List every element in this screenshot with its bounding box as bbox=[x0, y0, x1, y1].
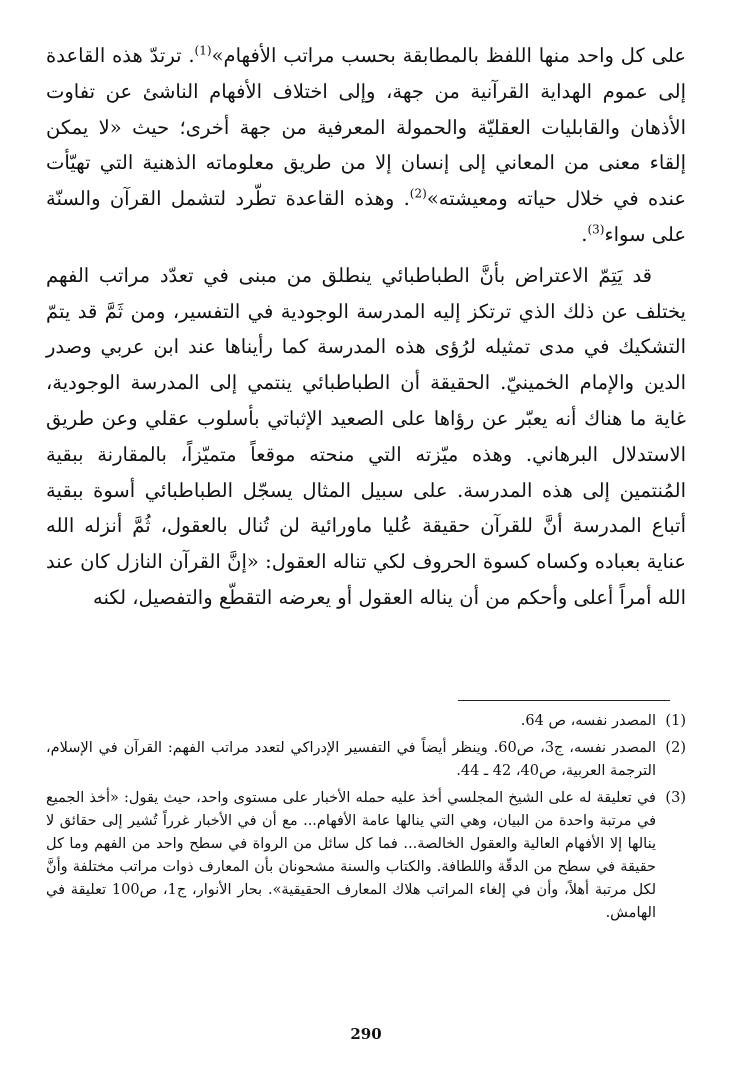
footnote-1 bbox=[46, 710, 686, 733]
footnote-number: (3) bbox=[665, 790, 686, 806]
paragraph-1 bbox=[46, 38, 686, 253]
footnote-text: المصدر نفسه، ص 64. bbox=[520, 713, 656, 729]
footnote-separator bbox=[458, 700, 670, 701]
footnote-ref-3[interactable]: (3) bbox=[587, 222, 605, 237]
footnote-text: المصدر نفسه، ج3، ص60. وينظر أيضاً في التفسير الإدراكي لتعدد مراتب الفهم: القرآن في الإسلام، الترجمة العربية، ص40، 42 ـ 44. bbox=[46, 740, 656, 779]
footnote-text: في تعليقة له على الشيخ المجلسي أخذ عليه حمله الأخبار على مستوى واحد، حيث يقول: «أخذ الجميع في مرتبة واحدة من البيان، وهي التي ينالها عامة الأفهام... مع أن في الأخبار غرراً تُشير إلى حقائق لا ينالها إلا الأفهام العالية والعقول الخالصة... فما كل سائل من الرواة في سطح واحد من الفهم وما كل حقيقة في سطح من الدقّة واللطافة. والكتاب والسنة مشحونان بأن المعارف ذوات مراتب مختلفة وأنَّ لكل مرتبة أهلاً، وأن في إلغاء المراتب هلاك المعارف الحقيقية». بحار الأنوار، ج1، ص100 تعليقة في الهامش. bbox=[46, 790, 656, 921]
footnote-ref-1[interactable]: (1) bbox=[194, 43, 212, 58]
paragraph-2: قد يَتِمّ الاعتراض بأنَّ الطباطبائي ينطلق من مبنى في تعدّد مراتب الفهم يختلف عن ذلك الذي ترتكز إليه المدرسة الوجودية في التفسير، ومن ثَمَّ قد يتمّ التشكيك في مدى تمثيله لرُؤى هذه المدرسة كما رأيناها عند ابن عربي وصدر الدين والإمام الخمينيّ. الحقيقة أن الطباطبائي ينتمي إلى المدرسة الوجودية، غاية ما هناك أنه يعبّر عن رؤاها على الصعيد الإثباتي بأسلوب عقلي وعن طريق الاستدلال البرهاني. وهذه ميّزته التي منحته موقعاً متميّزاً، بالمقارنة ببقية المُنتمين إلى هذه المدرسة. على سبيل المثال يسجّل الطباطبائي أسوة ببقية أتباع المدرسة أنَّ للقرآن حقيقة عُليا ماورائية لن تُنال بالعقول، ثُمَّ أنزله الله عناية بعباده وكساه كسوة الحروف لكي تناله العقول: «إنَّ القرآن النازل كان عند الله أمراً أعلى وأحكم من أن يناله العقول أو يعرضه التقطّع والتفصيل، لكنه bbox=[46, 263, 686, 609]
footnotes bbox=[46, 710, 686, 929]
paragraph-1-part-1: على كل واحد منها اللفظ بالمطابقة بحسب مراتب الأفهام» bbox=[211, 44, 687, 67]
footnote-3 bbox=[46, 787, 686, 925]
page-number: 290 bbox=[350, 1025, 382, 1043]
footnote-2 bbox=[46, 737, 686, 783]
footnote-ref-2[interactable]: (2) bbox=[409, 186, 427, 201]
footnote-number: (1) bbox=[665, 713, 686, 729]
paragraph-1-part-4: . bbox=[581, 222, 588, 246]
footnote-number: (2) bbox=[665, 740, 686, 756]
paragraph-1-part-3: . وهذه القاعدة تطّرد لتشمل القرآن والسنّة على سواء bbox=[46, 187, 686, 246]
main-text bbox=[46, 38, 686, 616]
paragraph-1-part-2: . ترتدّ هذه القاعدة إلى عموم الهداية القرآنية من جهة، وإلى اختلاف الأفهام الناشئ عن تفاوت الأذهان والقابليات العقليّة والحمولة المعرفية من جهة أخرى؛ حيث «لا يمكن إلقاء معنى من المعاني إلى إنسان إلا من طريق معلوماته الذهنية التي تهيّأت عنده في خلال حياته ومعيشته» bbox=[46, 44, 687, 211]
